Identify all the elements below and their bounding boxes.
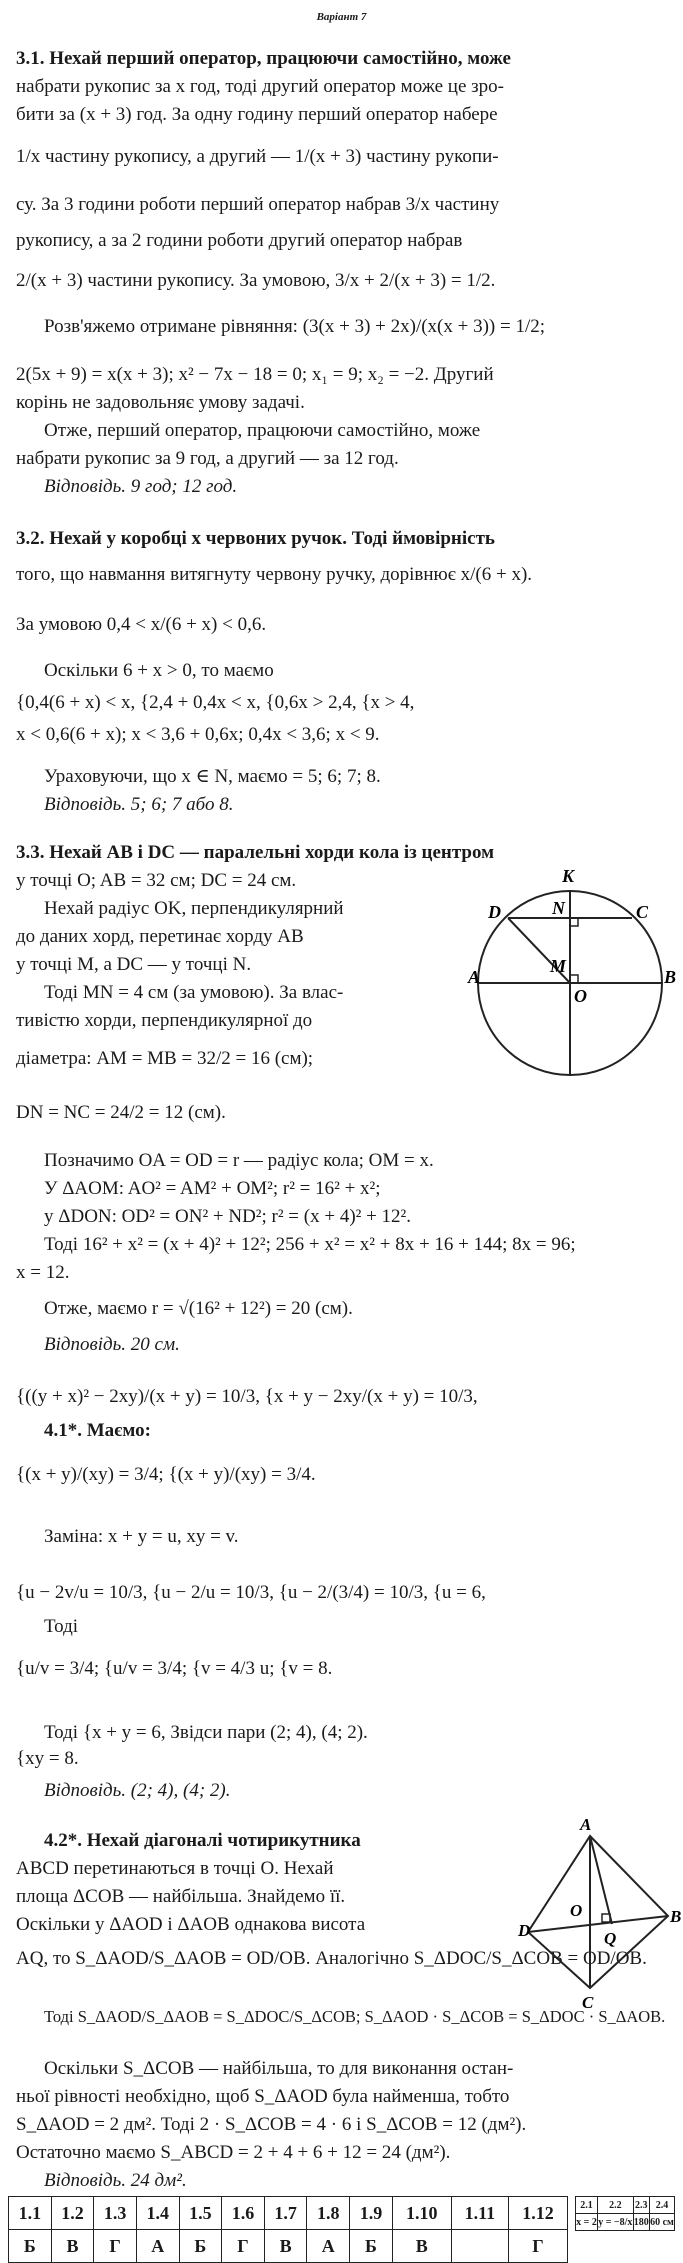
text-line: Оскільки 6 + x > 0, то маємо [44, 660, 274, 681]
text-line: Позначимо OA = OD = r — радіус кола; OM = x. [44, 1150, 434, 1171]
text-line: у точці O; AB = 32 см; DC = 24 см. [16, 870, 297, 891]
text-line: AQ, то S_ΔAOD/S_ΔAOB = OD/OB. Аналогічно S_ΔDOC/S_ΔCOB = OD/OB. [16, 1948, 647, 1969]
answer-cell: y = −8/x [598, 2214, 634, 2231]
text-line: до даних хорд, перетинає хорду AB [16, 926, 304, 947]
answers-table-2 [575, 2196, 675, 2231]
text-line: Отже, маємо r = √(16² + 12²) = 20 (см). [44, 1298, 353, 1319]
circle-chords-diagram [470, 838, 675, 1128]
text-line: 4.1*. Маємо: [44, 1420, 151, 1441]
answer-cell: 1.12 [508, 2197, 567, 2230]
label-D: D [488, 902, 501, 922]
text-line: Ураховуючи, що x ∈ N, маємо = 5; 6; 7; 8. [44, 766, 381, 787]
text-line: Оскільки S_ΔCOB — найбільша, то для виконання остан- [44, 2058, 514, 2079]
answer-line: Відповідь. 9 год; 12 год. [44, 476, 238, 497]
text-line: DN = NC = 24/2 = 12 (см). [16, 1102, 226, 1123]
answer-cell: 1.5 [179, 2197, 222, 2230]
label-B: B [664, 967, 677, 987]
answer-cell: А [307, 2230, 350, 2263]
answer-cell: 1.6 [222, 2197, 265, 2230]
label-A: A [580, 1815, 592, 1834]
answer-cell: Б [179, 2230, 222, 2263]
text-line: тивістю хорди, перпендикулярної до [16, 1010, 313, 1031]
answer-cell: 2.2 [598, 2197, 634, 2214]
label-B: B [670, 1907, 682, 1926]
text-line: Остаточно маємо S_ABCD = 2 + 4 + 6 + 12 = 24 (дм²). [16, 2142, 451, 2163]
label-C: C [582, 1993, 594, 2012]
answer-cell: 1.7 [264, 2197, 307, 2230]
text-line: Тоді 16² + x² = (x + 4)² + 12²; 256 + x² = x² + 8x + 16 + 144; 8x = 96; [44, 1234, 576, 1255]
text-line: Тоді MN = 4 см (за умовою). За влас- [44, 982, 344, 1003]
label-Q: Q [604, 1929, 617, 1948]
text-line: 3.3. Нехай AB і DC — паралельні хорди кола із центром [16, 842, 495, 863]
text-line: у точці M, а DC — у точці N. [16, 954, 252, 975]
answer-cell: Г [508, 2230, 567, 2263]
text-line: Тоді S_ΔAOD/S_ΔAOB = S_ΔDOC/S_ΔCOB; S_ΔAOD · S_ΔCOB = S_ΔDOC · S_ΔAOB. [44, 2007, 666, 2026]
answer-cell: 60 см [649, 2214, 674, 2231]
quadrilateral-diagram [520, 1812, 682, 2012]
answer-line: Відповідь. 5; 6; 7 або 8. [44, 794, 234, 815]
text-line: {0,4(6 + x) < x, {2,4 + 0,4x < x, {0,6x > 2,4, {x > 4, [16, 692, 415, 713]
answer-cell: Г [222, 2230, 265, 2263]
answer-cell: 1.9 [350, 2197, 393, 2230]
answers-table-1 [8, 2196, 568, 2263]
answer-cell: В [264, 2230, 307, 2263]
label-M: M [550, 956, 567, 976]
text-line: {(x + y)/(xy) = 3/4; {(x + y)/(xy) = 3/4. [16, 1464, 316, 1485]
answer-cell: 1.3 [94, 2197, 137, 2230]
text-line: {u/v = 3/4; {u/v = 3/4; {v = 4/3 u; {v = 8. [16, 1658, 333, 1679]
text-line: 4.2*. Нехай діагоналі чотирикутника [44, 1830, 361, 1851]
answer-cell: В [392, 2230, 451, 2263]
label-C: C [636, 902, 649, 922]
answer-cell: А [136, 2230, 179, 2263]
answer-cell: 1.2 [51, 2197, 94, 2230]
answer-cell: 1.1 [9, 2197, 52, 2230]
text-line: рукопису, а за 2 години роботи другий оператор набрав [16, 230, 463, 251]
answer-cell [451, 2230, 508, 2263]
text-line: Тоді {x + y = 6, Звідси пари (2; 4), (4; 2). [44, 1722, 368, 1743]
text-line: 2(5x + 9) = x(x + 3); x² − 7x − 18 = 0; x₁ = 9; x₂ = −2. Другий [16, 364, 494, 385]
text-line: ABCD перетинаються в точці O. Нехай [16, 1858, 334, 1879]
answer-cell: 1.4 [136, 2197, 179, 2230]
text-line: ньої рівності необхідно, щоб S_ΔAOD була найменша, тобто [16, 2086, 510, 2107]
answer-cell: 1.8 [307, 2197, 350, 2230]
text-line: набрати рукопис за 9 год, а другий — за 12 год. [16, 448, 399, 469]
label-D: D [518, 1921, 531, 1940]
answer-cell: 1.10 [392, 2197, 451, 2230]
text-line: набрати рукопис за x год, тоді другий оператор може це зро- [16, 76, 504, 97]
text-line: Розв'яжемо отримане рівняння: (3(x + 3) + 2x)/(x(x + 3)) = 1/2; [44, 316, 546, 337]
text-line: у ΔDON: OD² = ON² + ND²; r² = (x + 4)² + 12². [44, 1206, 412, 1227]
answer-cell: x = 2 [576, 2214, 598, 2231]
label-N: N [552, 898, 565, 918]
answer-cell: 180 [633, 2214, 649, 2231]
text-line: {xy = 8. [16, 1748, 79, 1769]
answer-cell: Г [94, 2230, 137, 2263]
text-line: Нехай радіус OK, перпендикулярний [44, 898, 344, 919]
answer-cell: В [51, 2230, 94, 2263]
answer-cell: 2.4 [649, 2197, 674, 2214]
label-O: O [570, 1901, 583, 1920]
text-line: площа ΔCOB — найбільша. Знайдемо її. [16, 1886, 346, 1907]
text-line: діаметра: AM = MB = 32/2 = 16 (см); [16, 1048, 314, 1069]
text-line: {((y + x)² − 2xy)/(x + y) = 10/3, {x + y − 2xy/(x + y) = 10/3, [16, 1386, 478, 1407]
label-K: K [562, 866, 575, 886]
page-title: Варіант 7 [316, 11, 367, 23]
text-line: 2/(x + 3) частини рукопису. За умовою, 3/x + 2/(x + 3) = 1/2. [16, 270, 496, 291]
text-line: Отже, перший оператор, працюючи самостійно, може [44, 420, 481, 441]
text-line: {u − 2v/u = 10/3, {u − 2/u = 10/3, {u − 2/(3/4) = 10/3, {u = 6, [16, 1582, 486, 1603]
text-line: су. За 3 години роботи перший оператор набрав 3/x частину [16, 194, 500, 215]
answer-cell: 1.11 [451, 2197, 508, 2230]
text-line: бити за (x + 3) год. За одну годину перший оператор набере [16, 104, 498, 125]
text-line: x = 12. [16, 1262, 70, 1283]
answer-cell: Б [9, 2230, 52, 2263]
answer-line: Відповідь. 20 см. [44, 1334, 180, 1355]
text-line: У ΔAOM: AO² = AM² + OM²; r² = 16² + x²; [44, 1178, 381, 1199]
text-line: корінь не задовольняє умову задачі. [16, 392, 305, 413]
text-line: S_ΔAOD = 2 дм². Тоді 2 · S_ΔCOB = 4 · 6 і S_ΔCOB = 12 (дм²). [16, 2114, 527, 2135]
text-line: За умовою 0,4 < x/(6 + x) < 0,6. [16, 614, 267, 635]
answer-line: Відповідь. 24 дм². [44, 2170, 187, 2191]
text-line: 3.1. Нехай перший оператор, працюючи самостійно, може [16, 48, 511, 69]
text-line: x < 0,6(6 + x); x < 3,6 + 0,6x; 0,4x < 3,6; x < 9. [16, 724, 380, 745]
answer-cell: 2.3 [633, 2197, 649, 2214]
label-O: O [574, 986, 587, 1006]
text-line: 1/x частину рукопису, а другий — 1/(x + 3) частину рукопи- [16, 146, 499, 167]
text-line: Тоді [44, 1616, 79, 1637]
answer-cell: Б [350, 2230, 393, 2263]
text-line: того, що навмання витягнуту червону ручку, дорівнює x/(6 + x). [16, 564, 533, 585]
label-A: A [468, 967, 481, 987]
answer-line: Відповідь. (2; 4), (4; 2). [44, 1780, 231, 1801]
text-line: Оскільки у ΔAOD і ΔAOB однакова висота [16, 1914, 366, 1935]
text-line: 3.2. Нехай у коробці x червоних ручок. Тоді ймовірність [16, 528, 495, 549]
text-line: Заміна: x + y = u, xy = v. [44, 1526, 239, 1547]
answer-cell: 2.1 [576, 2197, 598, 2214]
